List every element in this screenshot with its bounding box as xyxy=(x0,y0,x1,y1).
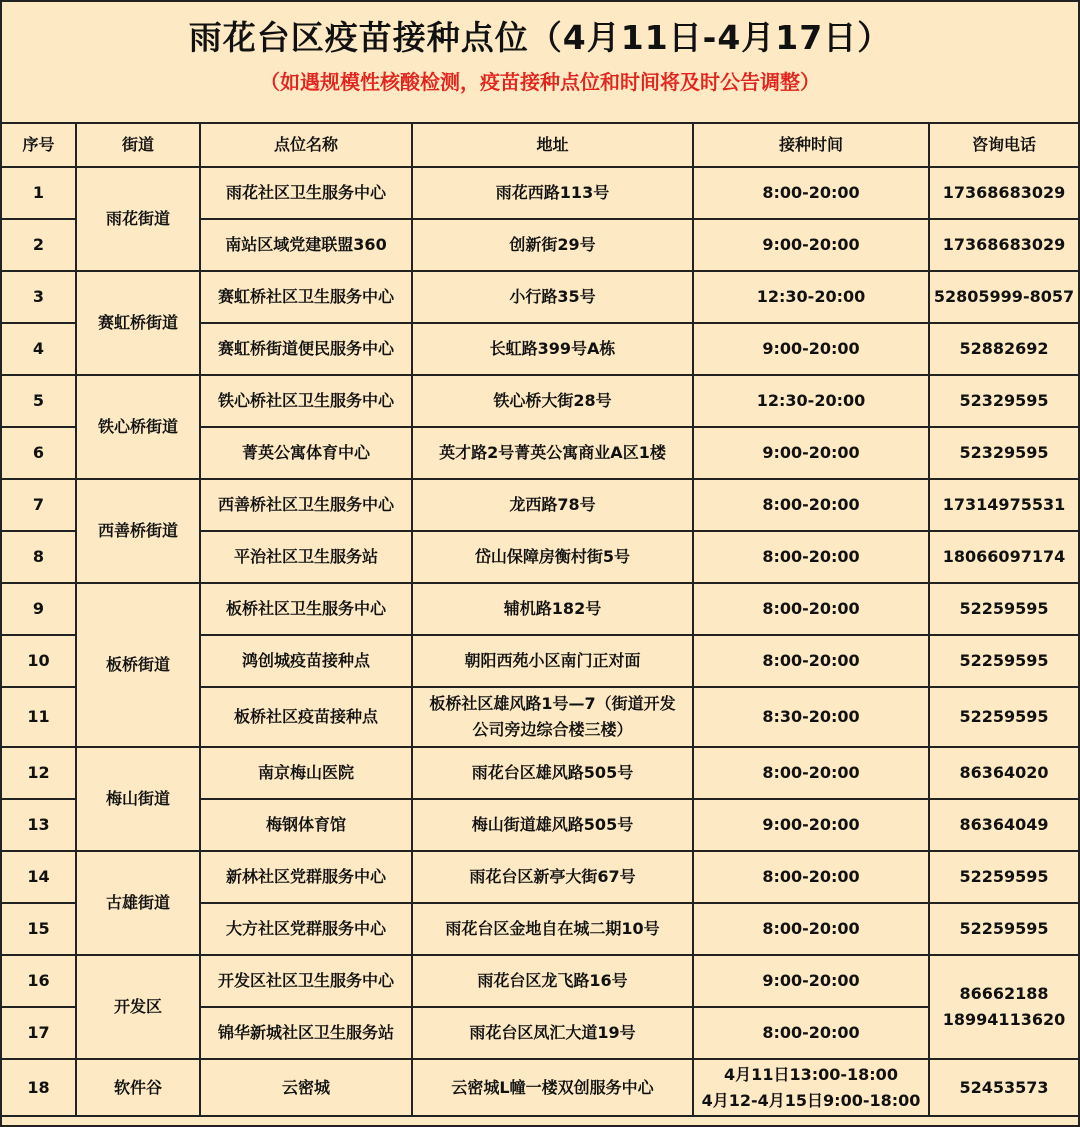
cell-address: 长虹路399号A栋 xyxy=(412,323,693,375)
cell-street: 开发区 xyxy=(76,955,200,1059)
header-no: 序号 xyxy=(2,124,76,167)
cell-no: 9 xyxy=(2,583,76,635)
page-title: 雨花台区疫苗接种点位（4月11日-4月17日） xyxy=(188,18,892,57)
cell-time: 4月11日13:00-18:00 4月12-4月15日9:00-18:00 xyxy=(693,1059,929,1116)
cell-site: 锦华新城社区卫生服务站 xyxy=(200,1007,412,1059)
cell-phone: 52882692 xyxy=(929,323,1078,375)
header-phone: 咨询电话 xyxy=(929,124,1078,167)
cell-time: 8:00-20:00 xyxy=(693,1007,929,1059)
cell-street: 赛虹桥街道 xyxy=(76,271,200,375)
cell-site: 大方社区党群服务中心 xyxy=(200,903,412,955)
table-row xyxy=(2,747,1078,799)
cell-no: 15 xyxy=(2,903,76,955)
cell-address: 云密城L幢一楼双创服务中心 xyxy=(412,1059,693,1116)
cell-address: 岱山保障房衡村街5号 xyxy=(412,531,693,583)
cell-time: 8:00-20:00 xyxy=(693,635,929,687)
cell-site: 赛虹桥街道便民服务中心 xyxy=(200,323,412,375)
header-site: 点位名称 xyxy=(200,124,412,167)
table-row xyxy=(2,851,1078,903)
header-street: 街道 xyxy=(76,124,200,167)
cell-site: 南京梅山医院 xyxy=(200,747,412,799)
cell-address: 雨花台区新亭大街67号 xyxy=(412,851,693,903)
cell-no: 6 xyxy=(2,427,76,479)
cell-no: 1 xyxy=(2,167,76,219)
cell-address: 创新街29号 xyxy=(412,219,693,271)
page-subtitle: （如遇规模性核酸检测，疫苗接种点位和时间将及时公告调整） xyxy=(260,70,820,94)
cell-site: 平治社区卫生服务站 xyxy=(200,531,412,583)
cell-address: 雨花台区金地自在城二期10号 xyxy=(412,903,693,955)
cell-phone: 17368683029 xyxy=(929,219,1078,271)
cell-time: 8:00-20:00 xyxy=(693,531,929,583)
cell-no: 7 xyxy=(2,479,76,531)
cell-site: 菁英公寓体育中心 xyxy=(200,427,412,479)
cell-address: 雨花台区龙飞路16号 xyxy=(412,955,693,1007)
cell-no: 12 xyxy=(2,747,76,799)
cell-phone: 52259595 xyxy=(929,687,1078,747)
table-header-row xyxy=(2,124,1078,167)
cell-time: 9:00-20:00 xyxy=(693,955,929,1007)
cell-no: 16 xyxy=(2,955,76,1007)
cell-no: 10 xyxy=(2,635,76,687)
cell-no: 11 xyxy=(2,687,76,747)
cell-time: 12:30-20:00 xyxy=(693,375,929,427)
cell-address: 辅机路182号 xyxy=(412,583,693,635)
cell-time: 8:00-20:00 xyxy=(693,903,929,955)
cell-street: 西善桥街道 xyxy=(76,479,200,583)
cell-street: 雨花街道 xyxy=(76,167,200,271)
cell-site: 鸿创城疫苗接种点 xyxy=(200,635,412,687)
cell-no: 3 xyxy=(2,271,76,323)
cell-site: 板桥社区卫生服务中心 xyxy=(200,583,412,635)
cell-no: 8 xyxy=(2,531,76,583)
cell-site: 云密城 xyxy=(200,1059,412,1116)
cell-site: 南站区域党建联盟360 xyxy=(200,219,412,271)
cell-no: 14 xyxy=(2,851,76,903)
table-row xyxy=(2,1059,1078,1116)
cell-phone: 52329595 xyxy=(929,427,1078,479)
cell-time: 8:00-20:00 xyxy=(693,583,929,635)
table-row xyxy=(2,167,1078,219)
cell-phone: 18066097174 xyxy=(929,531,1078,583)
table-row xyxy=(2,271,1078,323)
cell-address: 板桥社区雄风路1号—7（街道开发 公司旁边综合楼三楼） xyxy=(412,687,693,747)
cell-site: 赛虹桥社区卫生服务中心 xyxy=(200,271,412,323)
cell-street: 古雄街道 xyxy=(76,851,200,955)
table-row xyxy=(2,955,1078,1007)
cell-time: 8:00-20:00 xyxy=(693,167,929,219)
cell-no: 4 xyxy=(2,323,76,375)
cell-site: 新林社区党群服务中心 xyxy=(200,851,412,903)
cell-phone: 86662188 18994113620 xyxy=(929,955,1078,1059)
cell-time: 9:00-20:00 xyxy=(693,323,929,375)
cell-site: 雨花社区卫生服务中心 xyxy=(200,167,412,219)
cell-phone: 52453573 xyxy=(929,1059,1078,1116)
cell-time: 9:00-20:00 xyxy=(693,427,929,479)
header-time: 接种时间 xyxy=(693,124,929,167)
cell-address: 雨花台区凤汇大道19号 xyxy=(412,1007,693,1059)
cell-phone: 17314975531 xyxy=(929,479,1078,531)
cell-address: 龙西路78号 xyxy=(412,479,693,531)
cell-site: 西善桥社区卫生服务中心 xyxy=(200,479,412,531)
cell-no: 13 xyxy=(2,799,76,851)
cell-time: 9:00-20:00 xyxy=(693,799,929,851)
cell-no: 17 xyxy=(2,1007,76,1059)
cell-phone: 52259595 xyxy=(929,583,1078,635)
cell-no: 2 xyxy=(2,219,76,271)
cell-time: 8:00-20:00 xyxy=(693,851,929,903)
cell-street: 板桥街道 xyxy=(76,583,200,747)
cell-address: 英才路2号菁英公寓商业A区1楼 xyxy=(412,427,693,479)
cell-street: 软件谷 xyxy=(76,1059,200,1116)
cell-site: 铁心桥社区卫生服务中心 xyxy=(200,375,412,427)
cell-phone: 52329595 xyxy=(929,375,1078,427)
cell-address: 朝阳西苑小区南门正对面 xyxy=(412,635,693,687)
cell-address: 小行路35号 xyxy=(412,271,693,323)
cell-phone: 52259595 xyxy=(929,851,1078,903)
cell-phone: 52259595 xyxy=(929,903,1078,955)
cell-phone: 52259595 xyxy=(929,635,1078,687)
cell-phone: 17368683029 xyxy=(929,167,1078,219)
cell-street: 梅山街道 xyxy=(76,747,200,851)
cell-time: 8:00-20:00 xyxy=(693,747,929,799)
cell-address: 铁心桥大街28号 xyxy=(412,375,693,427)
cell-site: 板桥社区疫苗接种点 xyxy=(200,687,412,747)
cell-phone: 86364020 xyxy=(929,747,1078,799)
vaccination-sites-table xyxy=(2,124,1078,1117)
header-address: 地址 xyxy=(412,124,693,167)
cell-phone: 52805999-8057 xyxy=(929,271,1078,323)
title-block xyxy=(2,2,1078,124)
cell-site: 开发区社区卫生服务中心 xyxy=(200,955,412,1007)
cell-time: 12:30-20:00 xyxy=(693,271,929,323)
cell-time: 8:30-20:00 xyxy=(693,687,929,747)
cell-no: 5 xyxy=(2,375,76,427)
cell-street: 铁心桥街道 xyxy=(76,375,200,479)
cell-time: 9:00-20:00 xyxy=(693,219,929,271)
cell-address: 梅山街道雄风路505号 xyxy=(412,799,693,851)
cell-address: 雨花西路113号 xyxy=(412,167,693,219)
cell-no: 18 xyxy=(2,1059,76,1116)
table-row xyxy=(2,479,1078,531)
cell-site: 梅钢体育馆 xyxy=(200,799,412,851)
cell-phone: 86364049 xyxy=(929,799,1078,851)
table-row xyxy=(2,375,1078,427)
table-row xyxy=(2,583,1078,635)
cell-address: 雨花台区雄风路505号 xyxy=(412,747,693,799)
cell-time: 8:00-20:00 xyxy=(693,479,929,531)
